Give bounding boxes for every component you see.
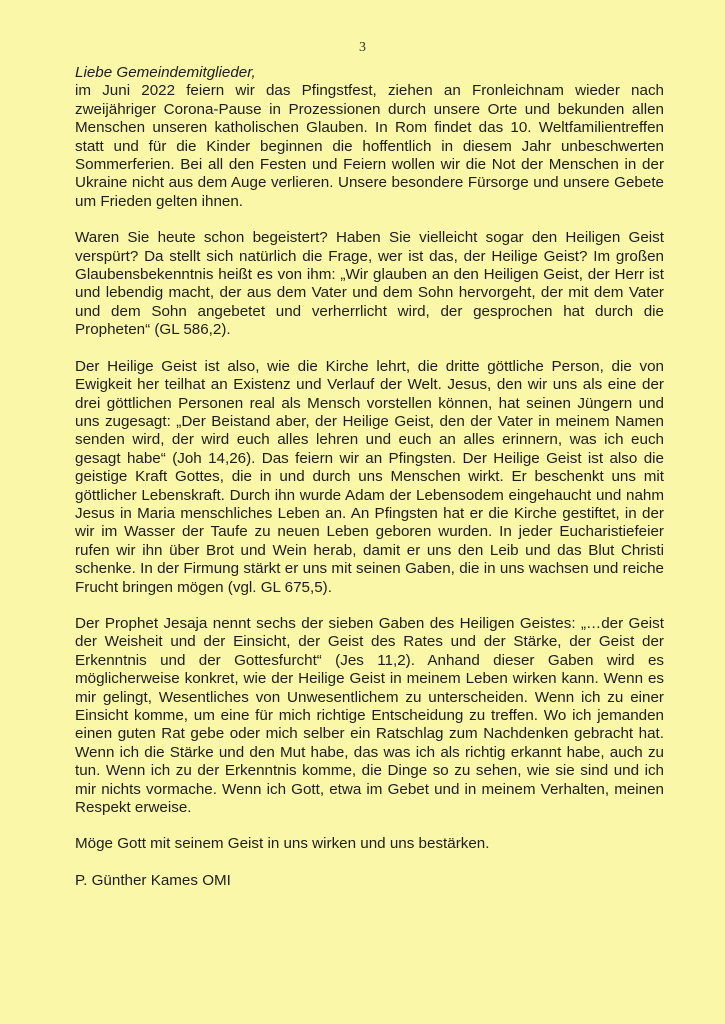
salutation: Liebe Gemeindemitglieder, xyxy=(75,64,256,81)
paragraph: Der Heilige Geist ist also, wie die Kirche lehrt, die dritte göttliche Person, die von Ewigkeit her teilhat an Existenz und Verlauf der Welt. Jesus, den wir uns als eine der drei göttlichen Personen real als Mensch vorstellen können, hat seinen Jüngern und uns zugesagt: „Der Beistand aber, der Heilige Geist, den der Vater in meinem Namen senden wird, der wird euch alles lehren und euch an alles erinnern, was ich euch gesagt habe“ (Joh 14,26). Das feiern wir an Pfingsten. Der Heilige Geist ist also die geistige Kraft Gottes, die in und durch uns Menschen wirkt. Er beschenkt uns mit göttlicher Lebenskraft. Durch ihn wurde Adam der Lebensodem eingehaucht und nahm Jesus in Maria menschliches Leben an. An Pfingsten hat er die Kirche gestiftet, in der wir im Wasser der Taufe zu neuen Leben geboren wurden. In jeder Eucharistiefeier rufen wir ihn über Brot und Wein herab, damit er uns den Leib und das Blut Christi schenke. In der Firmung stärkt er uns mit seinen Gaben, die in uns wachsen und reiche Frucht bringen mögen (vgl. GL 675,5). xyxy=(75,357,664,596)
paragraph: Der Prophet Jesaja nennt sechs der sieben Gaben des Heiligen Geistes: „…der Geist der Weisheit und der Einsicht, der Geist des Rates und der Stärke, der Geist der Erkenntnis und der Gottesfurcht“ (Jes 11,2). Anhand dieser Gaben wird es möglicherweise konkret, wie der Heilige Geist in meinem Leben wirken kann. Wenn es mir gelingt, Wesentliches von Unwesentlichem zu unterscheiden. Wenn ich zu einer Einsicht komme, um eine für mich richtige Entscheidung zu treffen. Wo ich jemanden einen guten Rat gebe oder mich selber ein Ratschlag zum Nachdenken gebracht hat. Wenn ich die Stärke und den Mut habe, das was ich als richtig erkannt habe, auch zu tun. Wenn ich zu der Erkenntnis komme, die Dinge so zu sehen, wie sie sind und ich mir nichts vormache. Wenn ich Gott, etwa im Gebet und in meinem Verhalten, meinen Respekt erweise. xyxy=(75,614,664,817)
paragraph: im Juni 2022 feiern wir das Pfingstfest, ziehen an Fronleichnam wieder nach zweijähriger Corona-Pause in Prozessionen durch unsere Orte und bekunden allen Menschen unseren katholischen Glauben. In Rom findet das 10. Weltfamilientreffen statt und für die Kinder beginnen die hoffentlich in diesem Jahr unbeschwerten Sommerferien. Bei all den Festen und Feiern wollen wir die Not der Menschen in der Ukraine nicht aus dem Auge verlieren. Unsere besondere Fürsorge und unsere Gebete um Frieden gelten ihnen. xyxy=(75,82,664,210)
signature: P. Günther Kames OMI xyxy=(75,871,231,889)
letter-body xyxy=(75,64,664,890)
page-number: 3 xyxy=(359,40,366,55)
paragraph: Waren Sie heute schon begeistert? Haben Sie vielleicht sogar den Heiligen Geist verspürt? Da stellt sich natürlich die Frage, wer ist das, der Heilige Geist? Im großen Glaubensbekenntnis heißt es von ihm: „Wir glauben an den Heiligen Geist, der Herr ist und lebendig macht, der aus dem Vater und dem Sohn hervorgeht, der mit dem Vater und dem Sohn angebetet und verherrlicht wird, der gesprochen hat durch die Propheten“ (GL 586,2). xyxy=(75,229,664,339)
closing-line: Möge Gott mit seinem Geist in uns wirken und uns bestärken. xyxy=(75,835,490,853)
